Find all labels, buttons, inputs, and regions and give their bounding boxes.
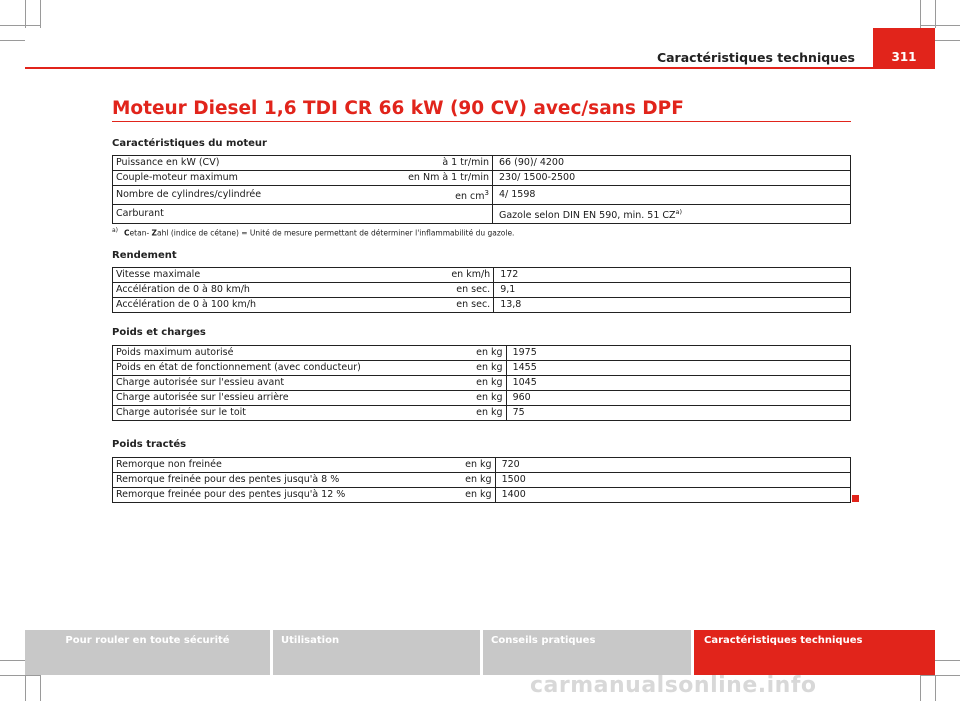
towing-table [112, 457, 851, 503]
row-label: Charge autorisée sur l'essieu arrière [113, 391, 364, 406]
row-label: Remorque freinée pour des pentes jusqu'à 8 % [113, 473, 349, 488]
row-label: Charge autorisée sur l'essieu avant [113, 376, 364, 391]
table-row [113, 346, 851, 361]
weights-table [112, 345, 851, 421]
table-row [113, 488, 851, 503]
row-label: Remorque non freinée [113, 458, 349, 473]
row-unit: en sec. [347, 283, 494, 298]
row-unit: en kg [349, 473, 495, 488]
table-row [113, 473, 851, 488]
row-value: 1455 [506, 361, 850, 376]
row-label: Charge autorisée sur le toit [113, 406, 364, 421]
crop-mark [920, 675, 921, 701]
row-unit: en sec. [347, 298, 494, 313]
section-title-weights: Poids et charges [112, 327, 206, 338]
title-rule [112, 121, 851, 122]
row-label: Poids en état de fonctionnement (avec conducteur) [113, 361, 364, 376]
unit-superscript: 3 [484, 189, 489, 197]
footnote-c: C [124, 228, 130, 238]
section-title-engine: Caractéristiques du moteur [112, 138, 267, 149]
row-label: Carburant [113, 205, 346, 224]
crop-mark [935, 40, 960, 41]
crop-mark [920, 0, 921, 28]
crop-mark [0, 25, 40, 26]
table-row [113, 186, 851, 205]
row-unit: en kg [364, 361, 506, 376]
engine-table [112, 155, 851, 224]
footnote-marker: a) [112, 227, 119, 234]
running-header-title: Caractéristiques techniques [656, 50, 855, 65]
footnote-ref: a) [675, 208, 683, 217]
crop-mark [920, 675, 960, 676]
row-unit: en kg [349, 458, 495, 473]
section-title-towing: Poids tractés [112, 439, 187, 450]
row-unit: en cm [455, 191, 485, 203]
row-value: 230/ 1500-2500 [493, 171, 851, 186]
table-row [113, 298, 851, 313]
row-value: 1400 [495, 488, 850, 503]
page-title: Moteur Diesel 1,6 TDI CR 66 kW (90 CV) avec/sans DPF [112, 98, 684, 119]
footer-tab-tips[interactable]: Conseils pratiques [483, 630, 691, 675]
table-row [113, 283, 851, 298]
crop-mark [935, 675, 936, 701]
row-label: Couple-moteur maximum [113, 171, 346, 186]
table-row [113, 205, 851, 224]
performance-table [112, 267, 851, 313]
row-value: 9,1 [494, 283, 851, 298]
crop-mark [0, 40, 25, 41]
row-unit [346, 205, 493, 224]
row-label: Poids maximum autorisé [113, 346, 364, 361]
row-unit-cell [346, 186, 493, 205]
table-row [113, 361, 851, 376]
header-rule [25, 67, 935, 69]
row-unit: en km/h [347, 268, 494, 283]
row-label: Remorque freinée pour des pentes jusqu'à 12 % [113, 488, 349, 503]
row-label: Nombre de cylindres/cylindrée [113, 186, 346, 205]
section-end-marker [852, 495, 859, 502]
footnote [112, 227, 514, 238]
footnote-c-rest: etan- [129, 228, 152, 238]
row-label: Puissance en kW (CV) [113, 156, 346, 171]
crop-mark [25, 675, 26, 701]
crop-mark [935, 660, 960, 661]
crop-mark [0, 660, 25, 661]
page-number: 311 [873, 28, 935, 68]
row-value: 4/ 1598 [493, 186, 851, 205]
row-value: 1500 [495, 473, 850, 488]
section-title-performance: Rendement [112, 250, 177, 261]
footnote-text: ahl (indice de cétane) = Unité de mesure permettant de déterminer l'inflammabilité du gazole. [157, 228, 515, 238]
row-unit: en kg [364, 406, 506, 421]
footnote-z: Z [151, 228, 157, 238]
row-value-cell [493, 205, 851, 224]
row-value: 1045 [506, 376, 850, 391]
row-value: Gazole selon DIN EN 590, min. 51 CZ [499, 210, 676, 222]
row-unit: à 1 tr/min [346, 156, 493, 171]
table-row [113, 406, 851, 421]
row-value: 13,8 [494, 298, 851, 313]
row-value: 66 (90)/ 4200 [493, 156, 851, 171]
table-row [113, 156, 851, 171]
row-value: 172 [494, 268, 851, 283]
crop-mark [935, 0, 936, 28]
crop-mark [25, 0, 26, 28]
footer-tab-usage[interactable]: Utilisation [273, 630, 480, 675]
table-row [113, 391, 851, 406]
row-value: 720 [495, 458, 850, 473]
row-label: Vitesse maximale [113, 268, 347, 283]
crop-mark [40, 675, 41, 701]
row-unit: en kg [364, 376, 506, 391]
footer-tab-safety[interactable]: Pour rouler en toute sécurité [25, 630, 270, 675]
watermark: carmanualsonline.info [530, 673, 817, 698]
row-label: Accélération de 0 à 80 km/h [113, 283, 347, 298]
table-row [113, 268, 851, 283]
footer-tab-technical[interactable]: Caractéristiques techniques [694, 630, 935, 675]
table-row [113, 376, 851, 391]
row-value: 960 [506, 391, 850, 406]
row-unit: en kg [364, 391, 506, 406]
table-row [113, 171, 851, 186]
row-label: Accélération de 0 à 100 km/h [113, 298, 347, 313]
table-row [113, 458, 851, 473]
crop-mark [920, 25, 960, 26]
row-value: 75 [506, 406, 850, 421]
row-unit: en Nm à 1 tr/min [346, 171, 493, 186]
crop-mark [40, 0, 41, 28]
row-unit: en kg [364, 346, 506, 361]
row-value: 1975 [506, 346, 850, 361]
row-unit: en kg [349, 488, 495, 503]
crop-mark [0, 675, 40, 676]
